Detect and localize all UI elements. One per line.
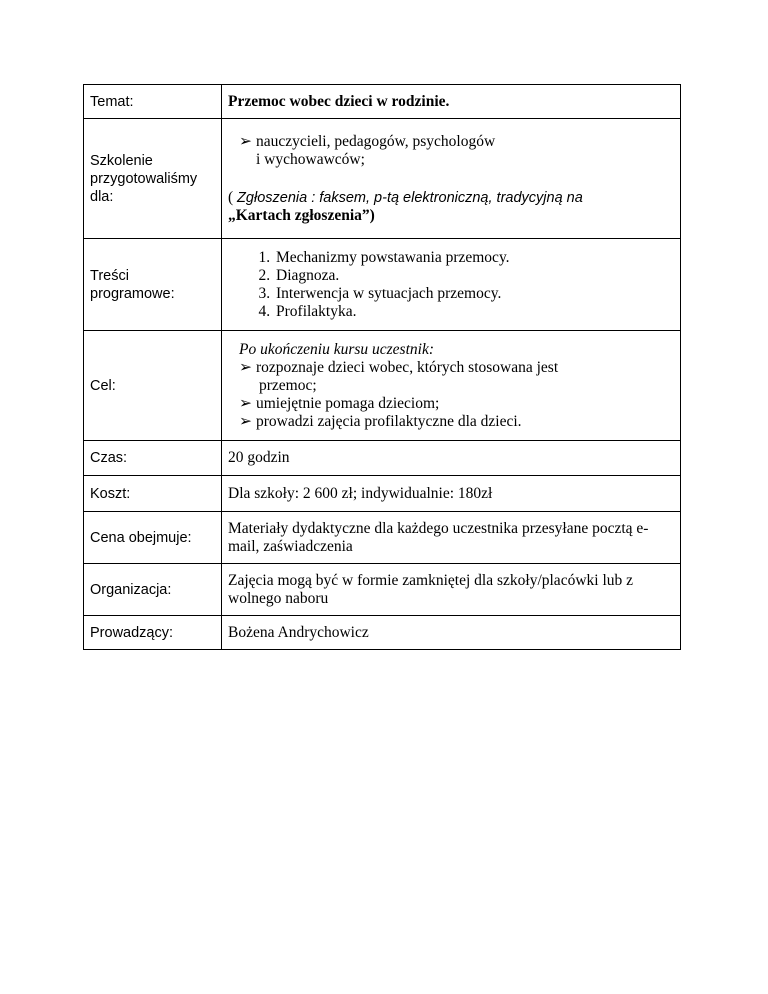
instructor-value: Bożena Andrychowicz [222, 616, 681, 650]
row-label-cena: Cena obejmuje: [84, 512, 222, 564]
goal-intro: Po ukończeniu kursu uczestnik: [239, 340, 434, 358]
arrow-bullet-icon: ➢ [239, 358, 252, 376]
table-row [84, 476, 681, 512]
row-label-cel: Cel: [84, 331, 222, 441]
program-list [228, 249, 674, 321]
table-row [84, 441, 681, 476]
arrow-bullet-icon: ➢ [239, 394, 252, 412]
row-label-czas: Czas: [84, 441, 222, 476]
arrow-bullet-icon: ➢ [239, 132, 252, 150]
topic-title: Przemoc wobec dzieci w rodzinie. [228, 92, 450, 110]
list-item: 3. Interwencja w sytuacjach przemocy. [274, 285, 674, 303]
row-label-tresci: Treści programowe: [84, 239, 222, 331]
list-item: 4. Profilaktyka. [274, 303, 674, 321]
course-info-table [83, 84, 681, 650]
arrow-bullet-icon: ➢ [239, 412, 252, 430]
submission-note: ( Zgłoszenia : faksem, p-tą elektroniczną, tradycyjną na „Kartach zgłoszenia”) [228, 188, 583, 224]
list-item: 2. Diagnoza. [274, 267, 674, 285]
organization-value: Zajęcia mogą być w formie zamkniętej dla szkoły/placówki lub z wolnego naboru [222, 564, 681, 616]
table-row [84, 85, 681, 119]
goal-value: Po ukończeniu kursu uczestnik: ➢ rozpoznaje dzieci wobec, których stosowana jest przemoc; ➢ umiejętnie pomaga dzieciom; ➢ prowadzi zajęcia profilaktyczne dla dzieci. [222, 331, 681, 441]
price-includes-value: Materiały dydaktyczne dla każdego uczestnika przesyłane pocztą e-mail, zaświadczenia [222, 512, 681, 564]
table-row [84, 331, 681, 441]
table-row [84, 512, 681, 564]
row-label-szkolenie: Szkolenie przygotowaliśmy dla: [84, 119, 222, 239]
row-label-temat: Temat: [84, 85, 222, 119]
row-label-koszt: Koszt: [84, 476, 222, 512]
table-row [84, 239, 681, 331]
audience-value: ➢ nauczycieli, pedagogów, psychologów i wychowawców; ( Zgłoszenia : faksem, p-tą elektroniczną, tradycyjną na „Kartach zgłoszenia”) [222, 119, 681, 239]
table-row [84, 616, 681, 650]
program-content [222, 239, 681, 331]
table-row [84, 119, 681, 239]
row-label-organizacja: Organizacja: [84, 564, 222, 616]
row-label-prowadzacy: Prowadzący: [84, 616, 222, 650]
table-row [84, 564, 681, 616]
topic-value [222, 85, 681, 119]
cost-value: Dla szkoły: 2 600 zł; indywidualnie: 180zł [222, 476, 681, 512]
list-item: 1. Mechanizmy powstawania przemocy. [274, 249, 674, 267]
duration-value: 20 godzin [222, 441, 681, 476]
